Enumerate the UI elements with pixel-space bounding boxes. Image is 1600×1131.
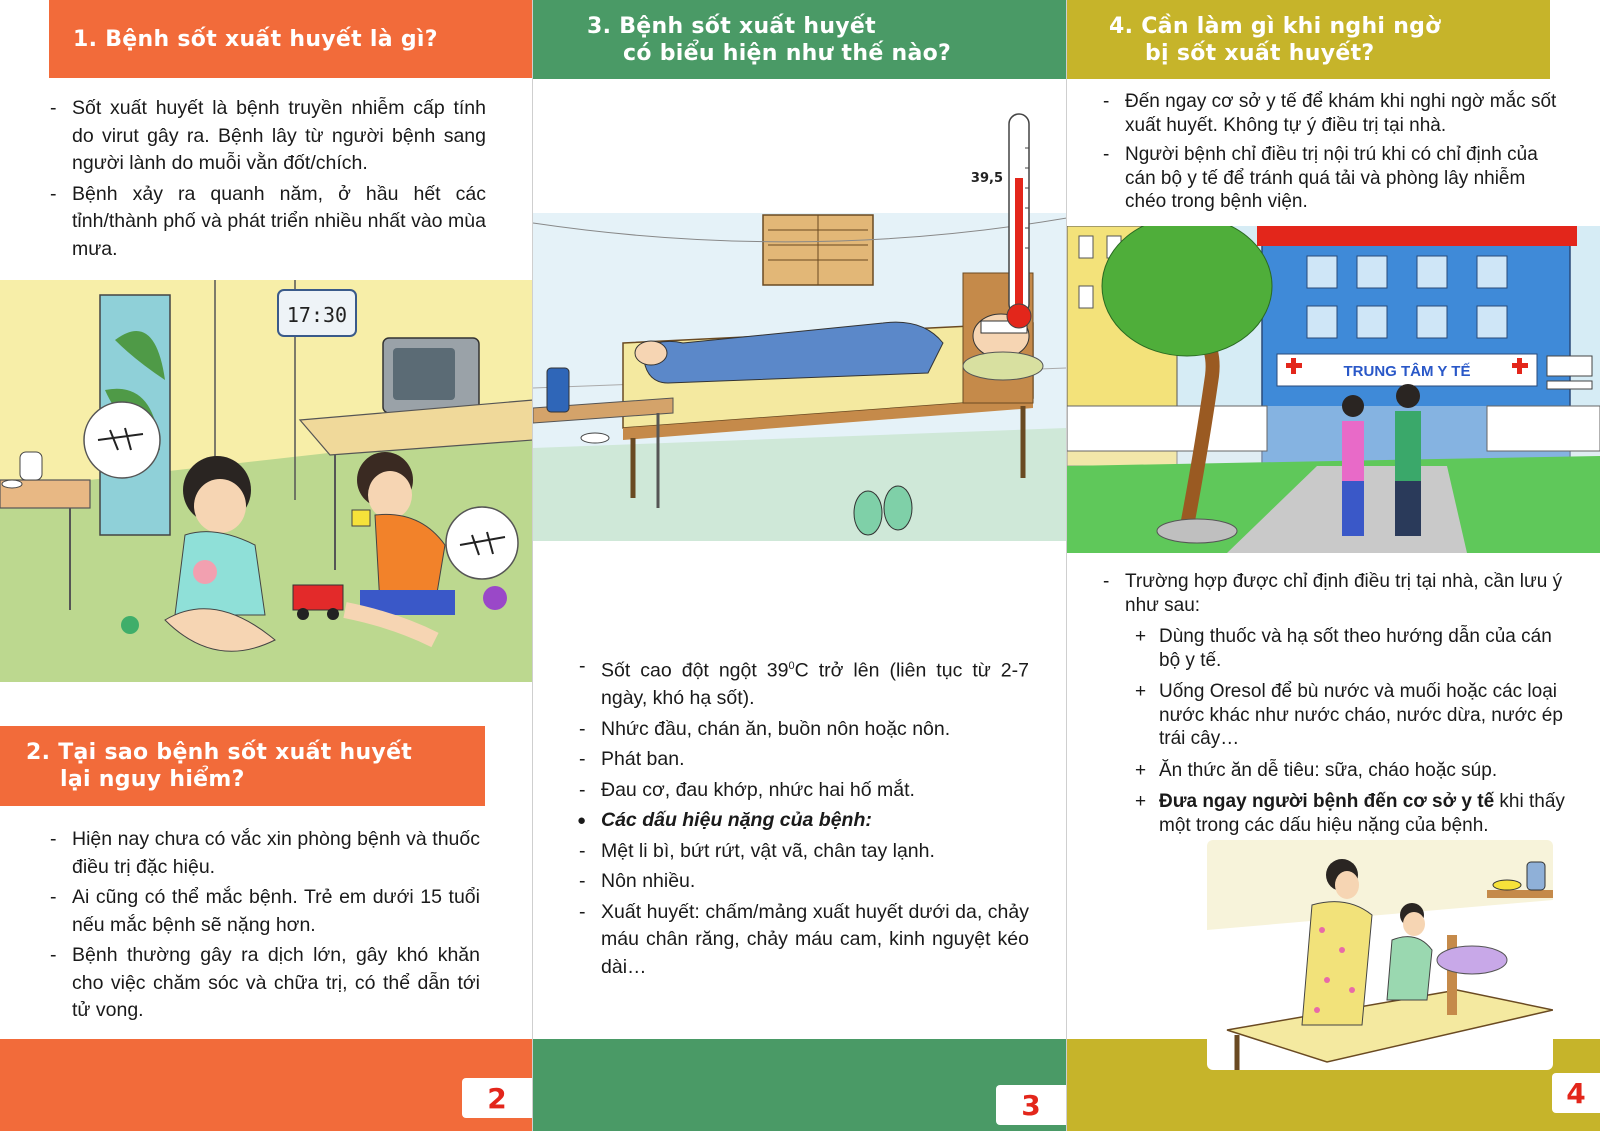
section-4-heading bbox=[1067, 0, 1550, 79]
list-item: - Đau cơ, đau khớp, nhức hai hố mắt. bbox=[577, 777, 1029, 805]
clinic-sign: TRUNG TÂM Y TẾ bbox=[1343, 363, 1471, 380]
section-2-title-line-2: lại nguy hiểm? bbox=[60, 767, 245, 792]
section-2-heading bbox=[0, 726, 485, 806]
list-item: + Dùng thuốc và hạ sốt theo hướng dẫn của cán bộ y tế. bbox=[1101, 625, 1571, 672]
emphasis-text: Đưa ngay người bệnh đến cơ sở y tế bbox=[1159, 791, 1495, 812]
section-2-title-line-1: 2. Tại sao bệnh sốt xuất huyết bbox=[26, 740, 413, 765]
section-4-title-line-2: bị sốt xuất huyết? bbox=[1145, 40, 1375, 66]
list-item bbox=[1101, 790, 1571, 837]
list-item: - Đến ngay cơ sở y tế để khám khi nghi ngờ mắc sốt xuất huyết. Không tự ý điều trị tại nhà. bbox=[1101, 90, 1561, 137]
section-4-title-line-1: 4. Cần làm gì khi nghi ngờ bbox=[1109, 13, 1441, 39]
list-item: - Sốt xuất huyết là bệnh truyền nhiễm cấp tính do virut gây ra. Bệnh lây từ người bệnh sang người lành do muỗi vằn đốt/chích. bbox=[48, 95, 486, 178]
page-number: 4 bbox=[1552, 1073, 1600, 1113]
list-item: - Trường hợp được chỉ định điều trị tại nhà, cần lưu ý như sau: bbox=[1101, 570, 1571, 617]
page-number: 2 bbox=[462, 1078, 532, 1118]
section-1-list bbox=[48, 95, 486, 266]
children-playing-room-illustration bbox=[0, 280, 533, 682]
section-3-title-line-1: 3. Bệnh sốt xuất huyết bbox=[587, 13, 876, 39]
window-shutter-icon bbox=[763, 215, 873, 285]
list-item: + Ăn thức ăn dễ tiêu: sữa, cháo hoặc súp. bbox=[1101, 759, 1571, 783]
fever-text-b: C trở lên (liên tục từ 2-7 ngày, khó hạ sốt). bbox=[601, 659, 1029, 709]
list-item: - Nhức đầu, chán ăn, buồn nôn hoặc nôn. bbox=[577, 716, 1029, 744]
section-1-heading bbox=[49, 0, 533, 78]
list-item: - Hiện nay chưa có vắc xin phòng bệnh và thuốc điều trị đặc hiệu. bbox=[48, 826, 480, 881]
list-item bbox=[577, 653, 1029, 713]
thermometer-value: 39,5 bbox=[970, 171, 1003, 186]
section-1-title: 1. Bệnh sốt xuất huyết là gì? bbox=[73, 26, 438, 52]
patient-in-bed-illustration bbox=[533, 108, 1067, 541]
advice-list-top bbox=[1101, 90, 1561, 217]
list-item: - Bệnh thường gây ra dịch lớn, gây khó khăn cho việc chăm sóc và chữa trị, có thể dẫn tới tử vong. bbox=[48, 942, 480, 1025]
section-3-heading bbox=[533, 0, 1067, 79]
degree-mark: 0 bbox=[788, 660, 795, 672]
television-icon bbox=[383, 338, 479, 413]
list-item-rest: khi thấy một trong các dấu hiệu nặng của bệnh. bbox=[1159, 791, 1565, 836]
section-2-list bbox=[48, 826, 480, 1028]
fever-text-a: Sốt cao đột ngột 39 bbox=[601, 659, 789, 682]
list-item: - Mệt li bì, bứt rứt, vật vã, chân tay lạnh. bbox=[577, 838, 1029, 866]
advice-list-home bbox=[1101, 570, 1571, 840]
list-item: - Xuất huyết: chấm/mảng xuất huyết dưới da, chảy máu chân răng, chảy máu cam, kinh nguyệt kéo dài… bbox=[577, 899, 1029, 982]
list-item: + Uống Oresol để bù nước và muối hoặc các loại nước khác như nước cháo, nước dừa, nước ép trái cây… bbox=[1101, 680, 1571, 751]
clock-text: 17:30 bbox=[286, 303, 348, 327]
panel-page-4 bbox=[1067, 0, 1600, 1131]
list-item: - Phát ban. bbox=[577, 746, 1029, 774]
mother-caring-child-illustration bbox=[1207, 840, 1553, 1070]
list-item: - Người bệnh chỉ điều trị nội trú khi có chỉ định của cán bộ y tế để tránh quá tải và phòng lây nhiễm chéo trong bệnh viện. bbox=[1101, 143, 1561, 214]
health-center-illustration bbox=[1067, 226, 1600, 553]
page-number: 3 bbox=[996, 1085, 1066, 1125]
severe-signs-heading: ● Các dấu hiệu nặng của bệnh: bbox=[577, 807, 1029, 835]
bench-icon bbox=[1547, 356, 1592, 389]
footer-band bbox=[0, 1039, 532, 1131]
list-item: - Bệnh xảy ra quanh năm, ở hầu hết các tỉnh/thành phố và phát triển nhiều nhất vào mùa mưa. bbox=[48, 181, 486, 264]
section-3-title-line-2: có biểu hiện như thế nào? bbox=[623, 40, 952, 66]
wall-clock-icon bbox=[278, 290, 356, 336]
list-item: - Ai cũng có thể mắc bệnh. Trẻ em dưới 15 tuổi nếu mắc bệnh sẽ nặng hơn. bbox=[48, 884, 480, 939]
list-item: - Nôn nhiều. bbox=[577, 868, 1029, 896]
panel-page-3 bbox=[533, 0, 1067, 1131]
panel-page-2 bbox=[0, 0, 533, 1131]
footer-band bbox=[533, 1039, 1066, 1131]
symptom-list bbox=[577, 653, 1029, 984]
